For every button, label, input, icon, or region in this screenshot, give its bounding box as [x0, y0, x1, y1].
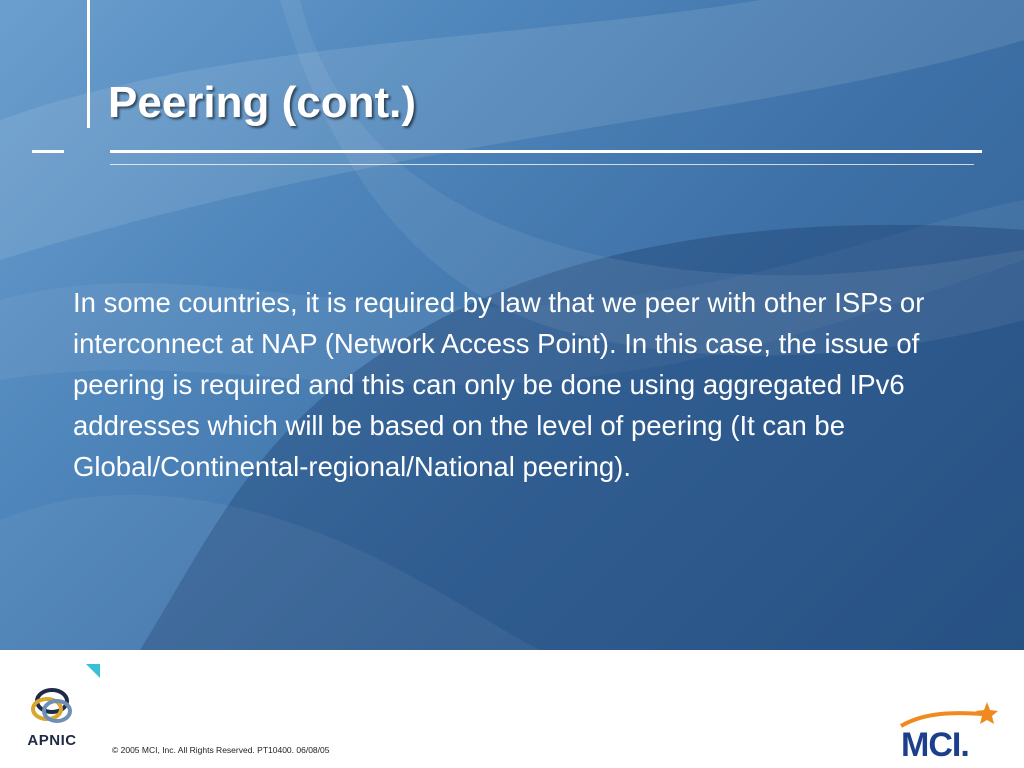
- apnic-rings-icon: [28, 684, 76, 730]
- copyright-text: © 2005 MCI, Inc. All Rights Reserved. PT10400. 06/08/05: [112, 745, 330, 755]
- title-vertical-rule: [87, 0, 90, 128]
- title-underline: [110, 150, 982, 153]
- apnic-logo-text: APNIC: [27, 732, 77, 749]
- title-thin-underline: [110, 164, 974, 165]
- title-short-rule: [32, 150, 64, 153]
- mci-logo: [895, 700, 1005, 764]
- mci-logo-text: MCI.: [901, 726, 969, 764]
- corner-accent: [86, 664, 100, 678]
- slide-body-text: In some countries, it is required by law that we peer with other ISPs or interconnect at NAP (Network Access Point). In this case, the issue of peering is required and this can only be done using aggregated IPv6 addresses which will be based on the level of peering (It can be Global/Continental-regional/National peering).: [73, 287, 925, 482]
- apnic-logo: [18, 684, 86, 754]
- slide-title: Peering (cont.): [108, 78, 417, 127]
